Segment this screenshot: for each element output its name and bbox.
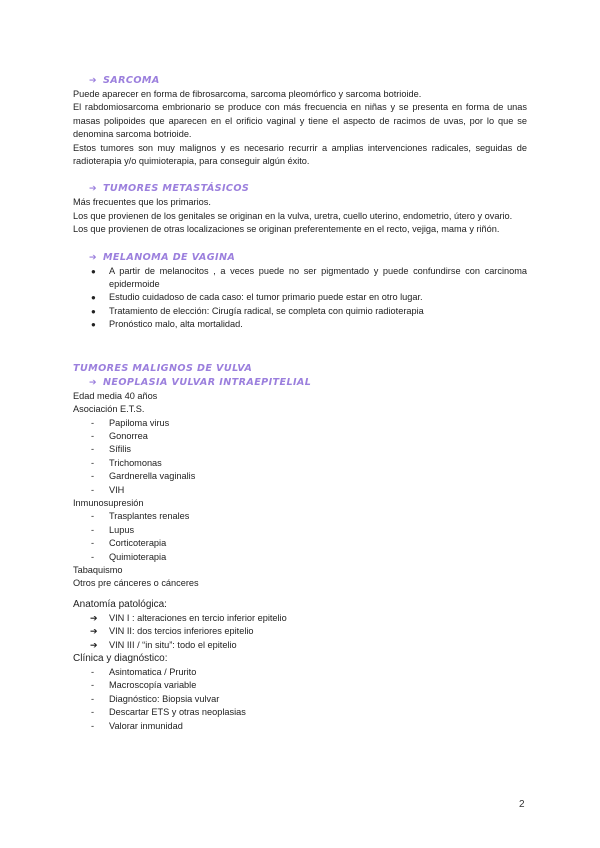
paragraph: Los que provienen de otras localizaciones se originan preferentemente en el recto, vejiga, mama y riñón. [73,224,500,235]
dash-marker: - [91,430,95,441]
dash-marker: - [91,667,95,677]
list-item: - Gonorrea [73,430,527,443]
clinica-list [73,666,527,733]
dash-marker: - [91,511,95,522]
dash-marker: - [91,538,95,549]
list-item: - Macroscopía variable [73,679,527,692]
arrow-icon: ➔ [89,252,97,263]
list-item: - Papiloma virus [73,417,527,430]
anatomia-label: Anatomía patológica: [73,598,167,610]
list-item: - Trasplantes renales [73,510,527,523]
melanoma-list [73,265,527,332]
list-item: ➔ VIN II: dos tercios inferiores epitelio [73,625,527,638]
dash-marker: - [91,471,95,482]
heading-neoplasia: ➔ NEOPLASIA VULVAR INTRAEPITELIAL [89,376,312,388]
list-item: ● Estudio cuidadoso de cada caso: el tumor primario puede estar en otro lugar. [73,291,527,304]
paragraph: Estos tumores son muy malignos y es necesario recurrir a amplias intervenciones radicales, seguidas de radioterapia y/o quimioterapia, para conseguir algún éxito. [73,142,527,167]
bullet-icon: ● [91,293,96,303]
arrow-icon: ➔ [90,626,98,637]
arrow-icon: ➔ [90,612,98,623]
list-item: - Trichomonas [73,457,527,470]
heading-metastasicos: ➔ TUMORES METASTÁSICOS [89,183,250,195]
dash-marker: - [91,693,95,704]
dash-marker: - [91,720,95,731]
dash-marker: - [91,680,95,691]
inmuno-label: Inmunosupresión [73,497,144,508]
page-number: 2 [519,799,525,810]
dash-marker: - [91,457,95,468]
list-item: - Quimioterapia [73,551,527,564]
arrow-icon: ➔ [89,184,97,195]
dash-marker: - [91,484,95,495]
list-item: ➔ VIN III / “in situ”: todo el epitelio [73,639,527,652]
list-item: - Corticoterapia [73,537,527,550]
arrow-icon: ➔ [90,639,98,650]
paragraph: Puede aparecer en forma de fibrosarcoma, sarcoma pleomórfico y sarcoma botrioide. [73,89,422,99]
list-item: ➔ VIN I : alteraciones en tercio inferior epitelio [73,612,527,625]
list-item: ● Pronóstico malo, alta mortalidad. [73,318,527,331]
section-title-vulva: TUMORES MALIGNOS DE VULVA [73,362,253,374]
bullet-icon: ● [91,320,96,330]
dash-marker: - [91,444,95,455]
edad-media: Edad media 40 años [73,390,158,401]
paragraph: El rabdomiosarcoma embrionario se produce con más frecuencia en niñas y se presenta en forma de unas masas polipoides que aparecen en el orificio vaginal y tiene el aspecto de racimos de uvas, por lo que se denomina sarcoma botrioide. [73,102,527,140]
list-item: - Valorar inmunidad [73,720,527,733]
bullet-icon: ● [91,266,96,276]
page-content [73,74,527,733]
arrow-icon: ➔ [89,377,97,388]
arrow-icon: ➔ [89,76,97,86]
list-item: ● A partir de melanocitos , a veces puede no ser pigmentado y puede confundirse con carcinoma epidermoide [91,265,527,290]
ets-label: Asociación E.T.S. [73,404,145,415]
dash-marker: - [91,551,95,562]
clinica-label: Clínica y diagnóstico: [73,653,168,664]
list-item: - Asintomatica / Prurito [73,666,527,679]
dash-marker: - [91,417,95,428]
list-item: - Sífilis [73,443,527,456]
heading-melanoma: ➔ MELANOMA DE VAGINA [89,251,236,263]
tabaquismo: Tabaquismo [73,564,123,575]
dash-marker: - [91,707,95,718]
list-item: - VIH [73,484,527,497]
ets-list [73,417,527,497]
list-item: - Diagnóstico: Biopsia vulvar [73,693,527,706]
inmuno-list [73,510,527,564]
bullet-icon: ● [91,306,96,316]
anatomia-list [73,612,527,652]
list-item: ● Tratamiento de elección: Cirugía radical, se completa con quimio radioterapia [73,305,527,318]
list-item: - Gardnerella vaginalis [73,470,527,483]
list-item: - Lupus [73,524,527,537]
otros-canceres: Otros pre cánceres o cánceres [73,578,199,589]
paragraph: Más frecuentes que los primarios. [73,197,211,208]
heading-sarcoma: ➔ SARCOMA [89,75,160,86]
paragraph: Los que provienen de los genitales se originan en la vulva, uretra, cuello uterino, endometrio, útero y ovario. [73,210,513,221]
list-item: - Descartar ETS y otras neoplasias [73,706,527,719]
dash-marker: - [91,524,95,535]
